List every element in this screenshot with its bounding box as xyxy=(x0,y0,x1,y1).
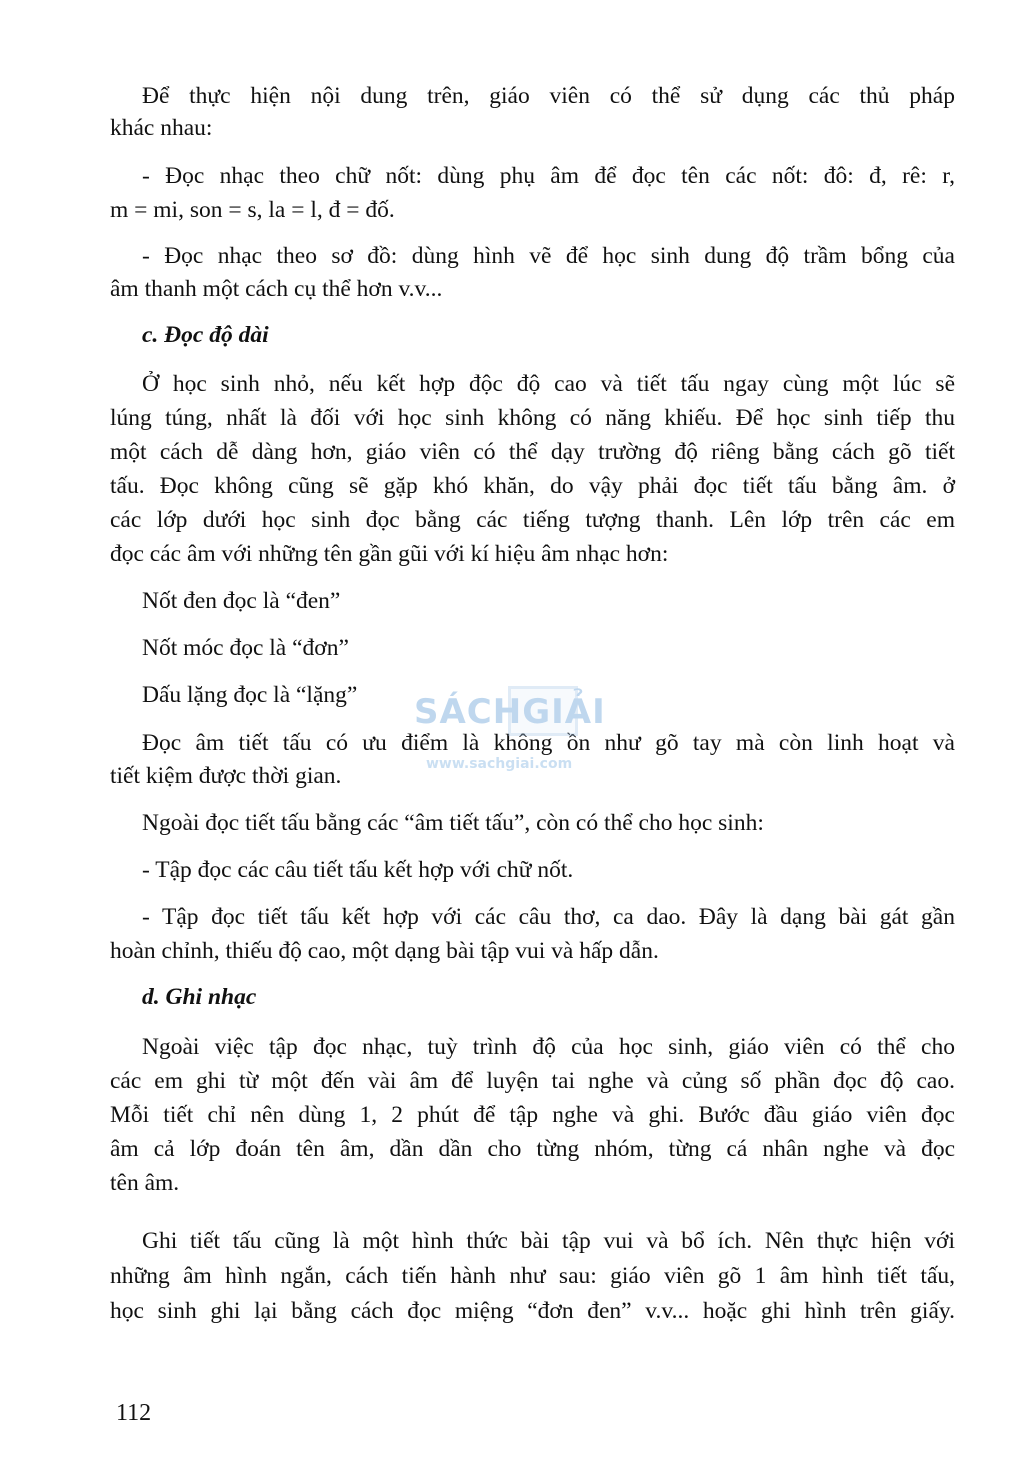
paragraph-line: đọc các âm với những tên gần gũi với kí hiệu âm nhạc hơn: xyxy=(110,541,669,567)
paragraph-line: Ngoài việc tập đọc nhạc, tuỳ trình độ của học sinh, giáo viên có thể cho xyxy=(142,1034,955,1060)
paragraph-line: Ghi tiết tấu cũng là một hình thức bài tập vui và bổ ích. Nên thực hiện với xyxy=(142,1228,955,1254)
paragraph-line: Nốt móc đọc là “đơn” xyxy=(142,635,349,661)
paragraph-line: khác nhau: xyxy=(110,115,213,141)
paragraph-line: Nốt đen đọc là “đen” xyxy=(142,588,341,614)
paragraph-line: Để thực hiện nội dung trên, giáo viên có thể sử dụng các thủ pháp xyxy=(142,83,955,109)
paragraph-line: Ngoài đọc tiết tấu bằng các “âm tiết tấu”, còn có thể cho học sinh: xyxy=(142,810,764,836)
paragraph-line: m = mi, son = s, la = l, đ = đố. xyxy=(110,197,395,223)
paragraph-line: những âm hình ngắn, cách tiến hành như sau: giáo viên gõ 1 âm hình tiết tấu, xyxy=(110,1263,955,1289)
paragraph-line: các lớp dưới học sinh đọc bằng các tiếng tượng thanh. Lên lớp trên các em xyxy=(110,507,955,533)
paragraph-line: học sinh ghi lại bằng cách đọc miệng “đơn đen” v.v... hoặc ghi hình trên giấy. xyxy=(110,1298,955,1324)
paragraph-line: tiết kiệm được thời gian. xyxy=(110,763,342,789)
paragraph-line: Dấu lặng đọc là “lặng” xyxy=(142,682,358,708)
section-heading-c: c. Đọc độ dài xyxy=(142,322,269,348)
paragraph-line: tên âm. xyxy=(110,1170,180,1196)
paragraph-line: các em ghi từ một đến vài âm để luyện tai nghe và củng số phần đọc độ cao. xyxy=(110,1068,955,1094)
paragraph-line: lúng túng, nhất là đối với học sinh không có năng khiếu. Để học sinh tiếp thu xyxy=(110,405,955,431)
paragraph-line: - Đọc nhạc theo sơ đồ: dùng hình vẽ để học sinh dung độ trầm bổng của xyxy=(142,243,955,269)
paragraph-line: hoàn chỉnh, thiếu độ cao, một dạng bài tập vui và hấp dẫn. xyxy=(110,938,659,964)
paragraph-line: một cách dễ dàng hơn, giáo viên có thể dạy trường độ riêng bằng cách gõ tiết xyxy=(110,439,955,465)
watermark-logo: SÁCHGIẢI xyxy=(414,692,606,732)
paragraph-line: âm cả lớp đoán tên âm, dần dần cho từng nhóm, từng cá nhân nghe và đọc xyxy=(110,1136,955,1162)
paragraph-line: Đọc âm tiết tấu có ưu điểm là không ồn như gõ tay mà còn linh hoạt và xyxy=(142,730,955,756)
section-heading-d: d. Ghi nhạc xyxy=(142,984,257,1010)
watermark-url: www.sachgiai.com xyxy=(426,756,573,772)
page-number: 112 xyxy=(116,1400,152,1426)
paragraph-line: - Tập đọc tiết tấu kết hợp với các câu thơ, ca dao. Đây là dạng bài gát gần xyxy=(142,904,955,930)
paragraph-line: âm thanh một cách cụ thể hơn v.v... xyxy=(110,276,443,302)
paragraph-line: - Tập đọc các câu tiết tấu kết hợp với chữ nốt. xyxy=(142,857,574,883)
paragraph-line: - Đọc nhạc theo chữ nốt: dùng phụ âm để đọc tên các nốt: đô: đ, rê: r, xyxy=(142,163,955,189)
paragraph-line: Mỗi tiết chỉ nên dùng 1, 2 phút để tập nghe và ghi. Bước đầu giáo viên đọc xyxy=(110,1102,955,1128)
paragraph-line: tấu. Đọc không cũng sẽ gặp khó khăn, do vậy phải đọc tiết tấu bằng âm. ở xyxy=(110,473,955,499)
paragraph-line: Ở học sinh nhỏ, nếu kết hợp độc độ cao và tiết tấu ngay cùng một lúc sẽ xyxy=(142,371,955,397)
